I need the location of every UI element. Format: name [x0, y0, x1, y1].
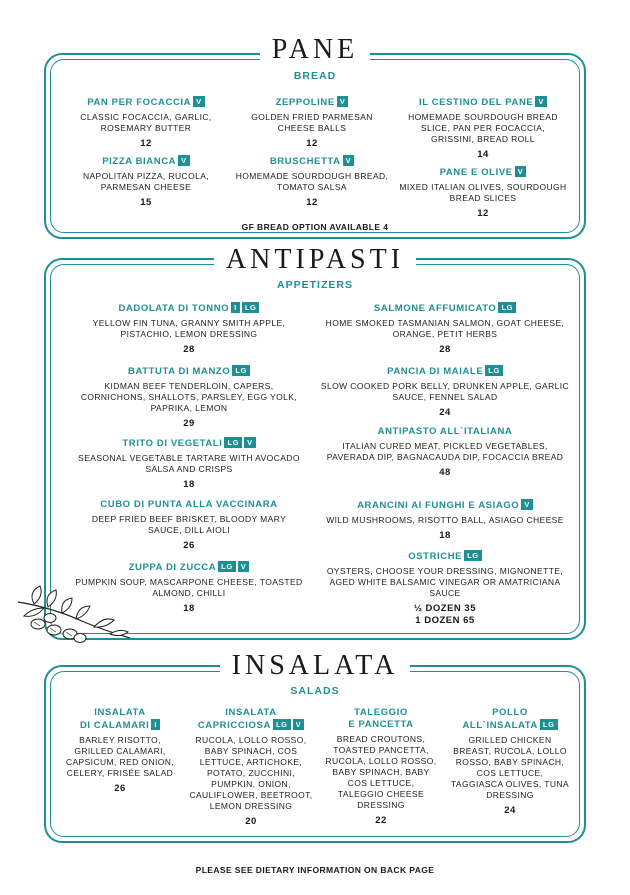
- item-name: IL CESTINO DEL PANE V: [398, 96, 568, 109]
- diet-tag-v: V: [521, 499, 533, 510]
- item-name: INSALATA DI CALAMARI I: [60, 707, 180, 732]
- item-description: HOMEMADE SOURDOUGH BREAD SLICE, PAN PER FOCACCIA, GRISSINI, BREAD ROLL: [408, 112, 558, 144]
- item-name: ARANCINI AI FUNGHI E ASIAGO V: [320, 499, 570, 512]
- diet-tag-lg: LG: [273, 719, 291, 730]
- diet-tag-lg: LG: [498, 302, 516, 313]
- item-price: 18: [439, 530, 451, 541]
- item-name: PIZZA BIANCA V: [66, 155, 226, 168]
- item-description: DEEP FRIED BEEF BRISKET, BLOODY MARY SAUCE, DILL AIOLI: [91, 514, 287, 535]
- item-description: YELLOW FIN TUNA, GRANNY SMITH APPLE, PISTACHIO, LEMON DRESSING: [92, 318, 286, 339]
- menu-item: [398, 166, 568, 219]
- item-description: GRILLED CHICKEN BREAST, RUCOLA, LOLLO ROSSO, BABY SPINACH, COS LETTUCE, TAGGIASCA OLIVES, TUNA DRESSING: [450, 735, 570, 800]
- menu-item: [66, 96, 226, 149]
- item-price-alt: 1 DOZEN 65: [415, 615, 475, 626]
- item-name: PAN PER FOCACCIA V: [66, 96, 226, 109]
- item-name: CUBO DI PUNTA ALLA VACCINARA: [100, 499, 278, 510]
- item-price: 12: [306, 138, 318, 149]
- insalata-subtitle: SALADS: [290, 685, 340, 697]
- item-description: NAPOLITAN PIZZA, RUCOLA, PARMESAN CHEESE: [82, 171, 210, 192]
- diet-tag-v: V: [193, 96, 205, 107]
- diet-tag-v: V: [337, 96, 349, 107]
- item-description: PUMPKIN SOUP, MASCARPONE CHEESE, TOASTED ALMOND, CHILLI: [75, 577, 303, 598]
- insalata-title: INSALATA: [0, 650, 630, 682]
- menu-item: [74, 365, 304, 429]
- diet-tag-lg: LG: [232, 365, 250, 376]
- menu-item: [320, 365, 570, 418]
- item-price: ½ DOZEN 35: [413, 603, 477, 614]
- gf-bread-note: GF BREAD OPTION AVAILABLE 4: [241, 222, 389, 232]
- item-name: TRITO DI VEGETALI LG V: [74, 437, 304, 450]
- item-price: 48: [439, 467, 451, 478]
- diet-tag-v: V: [515, 166, 527, 177]
- item-price: 24: [439, 407, 451, 418]
- item-description: HOME SMOKED TASMANIAN SALMON, GOAT CHEESE, ORANGE, PETIT HERBS: [325, 318, 565, 339]
- menu-item: [450, 707, 570, 816]
- diet-tag-lg: LG: [464, 550, 482, 561]
- menu-item: [188, 707, 314, 827]
- item-description: HOMEMADE SOURDOUGH BREAD, TOMATO SALSA: [235, 171, 389, 192]
- item-price: 18: [183, 479, 195, 490]
- item-description: KIDMAN BEEF TENDERLOIN, CAPERS, CORNICHONS, SHALLOTS, PARSLEY, EGG YOLK, PAPRIKA, LEMON: [80, 381, 298, 413]
- diet-tag-lg: LG: [224, 437, 242, 448]
- menu-item: [320, 302, 570, 355]
- olive-branch-icon: [14, 572, 134, 644]
- menu-item: [320, 499, 570, 541]
- item-price: 28: [183, 344, 195, 355]
- menu-item: [324, 707, 438, 826]
- menu-item: [74, 499, 304, 551]
- menu-item: [232, 155, 392, 208]
- item-price: 22: [375, 815, 387, 826]
- dietary-info-note: PLEASE SEE DIETARY INFORMATION ON BACK PAGE: [195, 865, 435, 875]
- diet-tag-lg: LG: [242, 302, 260, 313]
- diet-tag-v: V: [244, 437, 256, 448]
- diet-tag-v: V: [238, 561, 250, 572]
- item-name: ZUPPA DI ZUCCA LG V: [74, 561, 304, 574]
- diet-tag-v: V: [178, 155, 190, 166]
- item-name: INSALATA CAPRICCIOSA LG V: [188, 707, 314, 732]
- item-name: PANE E OLIVE V: [398, 166, 568, 179]
- item-price: 26: [183, 540, 195, 551]
- pane-subtitle: BREAD: [293, 70, 337, 82]
- item-description: WILD MUSHROOMS, RISOTTO BALL, ASIAGO CHEESE: [326, 515, 564, 525]
- item-price: 12: [477, 208, 489, 219]
- menu-item: [320, 426, 570, 478]
- item-description: CLASSIC FOCACCIA, GARLIC, ROSEMARY BUTTER: [80, 112, 212, 133]
- menu-item: [232, 96, 392, 149]
- item-description: RUCOLA, LOLLO ROSSO, BABY SPINACH, COS LETTUCE, ARTICHOKE, POTATO, ZUCCHINI, PUMPKIN, ONION, CAULIFLOWER, BEETROOT, LEMON DRESSING: [189, 735, 313, 811]
- item-price: 24: [504, 805, 516, 816]
- diet-tag-lg: LG: [540, 719, 558, 730]
- item-description: BARLEY RISOTTO, GRILLED CALAMARI, CAPSICUM, RED ONION, CELERY, FRISÉE SALAD: [65, 735, 175, 778]
- item-name: BRUSCHETTA V: [232, 155, 392, 168]
- diet-tag-v: V: [535, 96, 547, 107]
- menu-item: [74, 437, 304, 490]
- item-description: OYSTERS, CHOOSE YOUR DRESSING, MIGNONETTE, AGED WHITE BALSAMIC VINEGAR OR AMATRICIANA SAUCE: [326, 566, 564, 598]
- item-name: ZEPPOLINE V: [232, 96, 392, 109]
- item-description: BREAD CROUTONS, TOASTED PANCETTA, RUCOLA, LOLLO ROSSO, BABY SPINACH, BABY COS LETTUCE, TALEGGIO CHEESE DRESSING: [325, 734, 437, 810]
- item-name: DADOLATA DI TONNO I LG: [74, 302, 304, 315]
- item-description: ITALIAN CURED MEAT, PICKLED VEGETABLES, PAVERADA DIP, BAGNACAUDA DIP, FOCACCIA BREAD: [326, 441, 564, 462]
- antipasti-subtitle: APPETIZERS: [277, 279, 353, 291]
- item-name: TALEGGIO E PANCETTA: [348, 707, 414, 730]
- item-description: SLOW COOKED PORK BELLY, DRUNKEN APPLE, GARLIC SAUCE, FENNEL SALAD: [320, 381, 570, 402]
- item-name: POLLO ALL`INSALATA LG: [450, 707, 570, 732]
- item-name: SALMONE AFFUMICATO LG: [320, 302, 570, 315]
- item-price: 20: [245, 816, 257, 827]
- diet-tag-i: I: [231, 302, 240, 313]
- item-description: GOLDEN FRIED PARMESAN CHEESE BALLS: [251, 112, 373, 133]
- menu-item: [74, 302, 304, 355]
- diet-tag-lg: LG: [218, 561, 236, 572]
- item-name: BATTUTA DI MANZO LG: [74, 365, 304, 378]
- item-description: SEASONAL VEGETABLE TARTARE WITH AVOCADO SALSA AND CRISPS: [78, 453, 300, 474]
- item-price: 29: [183, 418, 195, 429]
- menu-item: [398, 96, 568, 160]
- item-name: ANTIPASTO ALL`ITALIANA: [377, 426, 513, 437]
- menu-item: [320, 550, 570, 626]
- item-price: 18: [183, 603, 195, 614]
- diet-tag-v: V: [343, 155, 355, 166]
- item-price: 15: [140, 197, 152, 208]
- diet-tag-v: V: [293, 719, 305, 730]
- antipasti-title: ANTIPASTI: [0, 244, 630, 276]
- diet-tag-lg: LG: [485, 365, 503, 376]
- item-price: 12: [140, 138, 152, 149]
- item-name: PANCIA DI MAIALE LG: [320, 365, 570, 378]
- item-description: MIXED ITALIAN OLIVES, SOURDOUGH BREAD SLICES: [399, 182, 567, 203]
- item-price: 26: [114, 783, 126, 794]
- menu-item: [60, 707, 180, 794]
- item-price: 28: [439, 344, 451, 355]
- item-name: OSTRICHE LG: [320, 550, 570, 563]
- diet-tag-i: I: [151, 719, 160, 730]
- menu-item: [66, 155, 226, 208]
- item-price: 14: [477, 149, 489, 160]
- pane-title: PANE: [0, 34, 630, 66]
- item-price: 12: [306, 197, 318, 208]
